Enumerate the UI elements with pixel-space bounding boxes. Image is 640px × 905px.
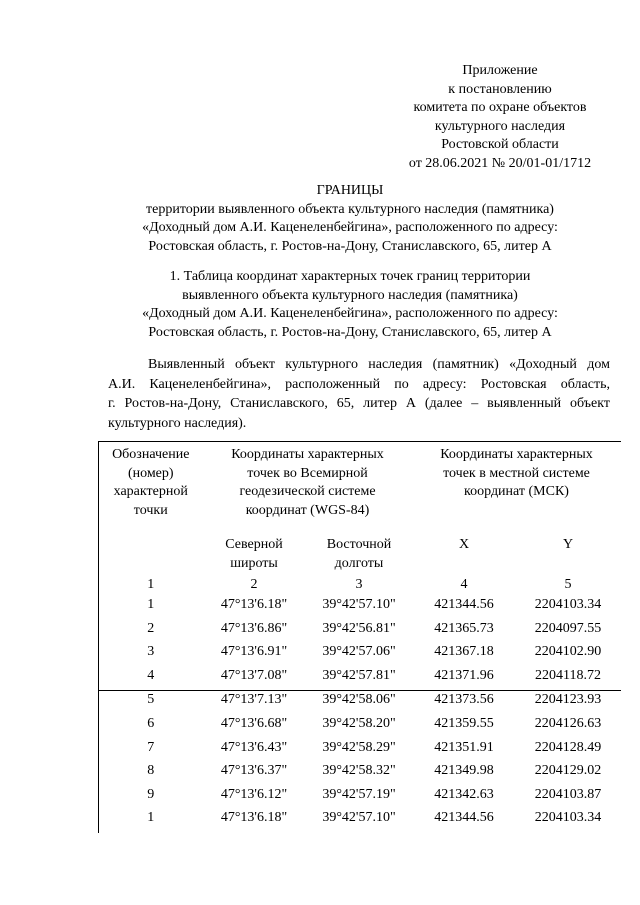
y-cell: 2204103.34 [534, 810, 602, 826]
longitude-cell: 39°42'58.06" [306, 691, 413, 715]
longitude-cell: 39°42'56.81" [322, 620, 396, 636]
y-cell: 2204123.93 [516, 691, 621, 715]
x-cell: 421351.91 [434, 739, 494, 755]
y-cell: 2204126.63 [534, 715, 602, 731]
x-cell: 421373.56 [413, 691, 516, 715]
paragraph-word: выявленный [487, 396, 562, 411]
header-msk [413, 442, 621, 537]
latitude-cell: 47°13'7.13" [203, 691, 306, 715]
paragraph-word: А [405, 396, 416, 411]
latitude-cell: 47°13'6.68" [220, 715, 288, 731]
x-cell: 421342.63 [434, 786, 494, 802]
paragraph-word: расположенный [285, 376, 381, 392]
paragraph-word: (памятник) [432, 357, 499, 372]
header-wgs84 [203, 442, 413, 537]
heading-line: «Доходный дом А.И. Каценеленбейгина», расположенного по адресу: [142, 220, 558, 236]
header-line: Координаты характерных [231, 447, 384, 462]
paragraph-word: Каценеленбейгина», [149, 376, 271, 392]
appendix-line: к постановлению [448, 81, 552, 97]
longitude-cell: 39°42'58.20" [322, 715, 396, 731]
paragraph-word: Станиславского, [230, 396, 328, 411]
paragraph-word: по [394, 376, 409, 392]
header-line: широты [230, 555, 278, 571]
header-line: (номер) [127, 465, 174, 481]
header-line: координат (WGS-84) [245, 502, 370, 518]
table-row [99, 715, 621, 739]
paragraph-word: «Доходный [509, 357, 577, 372]
point-number-cell: 8 [99, 762, 203, 786]
paragraph-word: объект [235, 357, 275, 372]
point-number-cell: 1 [99, 596, 203, 620]
column-number: 1 [99, 576, 203, 596]
appendix-line: от 28.06.2021 № 20/01-01/1712 [408, 155, 592, 171]
header-line: геодезической системе [239, 484, 376, 499]
body-paragraph [108, 355, 610, 433]
header-line: координат (МСК) [464, 484, 569, 499]
caption-line: «Доходный дом А.И. Каценеленбейгина», расположенного по адресу: [142, 306, 558, 322]
latitude-cell: 47°13'6.37" [220, 763, 288, 779]
appendix-line: Приложение [462, 63, 538, 78]
paragraph-line [108, 355, 610, 375]
table-row [99, 762, 621, 786]
paragraph-word: дом [587, 357, 610, 372]
paragraph-word: А.И. [108, 376, 136, 392]
column-number: 5 [564, 577, 572, 592]
header-line: Координаты характерных [440, 447, 593, 462]
header-line: Северной [225, 537, 283, 552]
point-number-cell: 5 [99, 691, 203, 715]
appendix-header [330, 62, 640, 174]
paragraph-word: Ростов-на-Дону, [124, 396, 222, 411]
paragraph-line [108, 375, 610, 395]
table-row [99, 809, 621, 833]
point-number-cell: 7 [99, 739, 203, 763]
paragraph-word: область, [560, 376, 610, 392]
longitude-cell: 39°42'57.81" [322, 667, 396, 683]
point-number-cell: 4 [99, 667, 203, 691]
paragraph-word: (далее [424, 396, 463, 411]
coordinates-table-body [99, 596, 621, 833]
longitude-cell: 39°42'57.06" [322, 644, 396, 660]
longitude-cell: 39°42'57.19" [322, 786, 396, 802]
longitude-cell: 39°42'57.10" [322, 810, 396, 826]
latitude-cell: 47°13'6.18" [220, 810, 288, 826]
longitude-cell: 39°42'58.32" [322, 763, 396, 779]
x-cell: 421359.55 [434, 715, 494, 731]
table-caption [0, 268, 640, 342]
table-row [99, 786, 621, 810]
paragraph-line [108, 414, 610, 434]
x-cell: 421344.56 [434, 810, 494, 826]
point-number-cell: 2 [99, 620, 203, 644]
latitude-cell: 47°13'6.43" [220, 739, 288, 755]
x-cell: 421365.73 [434, 620, 494, 636]
appendix-line: комитета по охране объектов [413, 100, 587, 116]
x-cell: 421349.98 [434, 763, 494, 779]
heading-title: ГРАНИЦЫ [316, 183, 384, 198]
table-row [99, 643, 621, 667]
header-east-longitude [306, 536, 413, 576]
table-row [99, 691, 621, 715]
latitude-cell: 47°13'7.08" [220, 667, 288, 683]
paragraph-word: адресу: [422, 376, 467, 392]
coordinates-table-wrapper [98, 441, 620, 833]
x-cell: 421367.18 [434, 644, 494, 660]
latitude-cell: 47°13'6.12" [220, 786, 288, 802]
header-line: Восточной [326, 537, 392, 552]
header-line: Обозначение [112, 447, 190, 462]
y-cell: 2204103.34 [534, 597, 602, 612]
table-row [99, 667, 621, 691]
header-line: точек во Всемирной [247, 465, 368, 481]
appendix-line: культурного наследия [434, 118, 566, 134]
y-cell: 2204097.55 [534, 620, 602, 636]
column-number: 2 [250, 577, 258, 592]
heading-line: Ростовская область, г. Ростов-на-Дону, Станиславского, 65, литер А [148, 238, 552, 254]
header-line: точек в местной системе [443, 465, 590, 481]
header-point-designation [99, 442, 203, 537]
longitude-cell: 39°42'57.10" [322, 597, 396, 612]
point-number-cell: 3 [99, 643, 203, 667]
paragraph-line [108, 394, 610, 414]
header-line: долготы [334, 555, 384, 571]
y-cell: 2204103.87 [534, 786, 602, 802]
y-cell: 2204118.72 [535, 667, 601, 683]
paragraph-word: наследия [368, 357, 423, 372]
point-number-cell: 9 [99, 786, 203, 810]
table-row [99, 596, 621, 620]
point-number-cell: 6 [99, 715, 203, 739]
latitude-cell: 47°13'6.18" [220, 597, 288, 612]
document-heading [0, 182, 640, 256]
point-number-cell: 1 [99, 809, 203, 833]
header-y: Y [562, 537, 574, 552]
header-line: характерной [113, 484, 188, 499]
paragraph-word: литер [363, 396, 397, 411]
caption-line: выявленного объекта культурного наследия (памятника) [182, 287, 518, 303]
y-cell: 2204129.02 [534, 763, 602, 779]
paragraph-word: культурного наследия). [108, 415, 247, 431]
x-cell: 421371.96 [434, 667, 494, 683]
x-cell: 421344.56 [434, 597, 494, 612]
heading-line: территории выявленного объекта культурного наследия (памятника) [146, 201, 554, 217]
caption-line: 1. Таблица координат характерных точек границ территории [169, 269, 531, 284]
paragraph-word: Ростовская [480, 376, 547, 392]
y-cell: 2204128.49 [534, 739, 602, 755]
y-cell: 2204102.90 [534, 644, 602, 660]
table-row [99, 739, 621, 763]
paragraph-word: – [471, 396, 479, 411]
header-x: X [458, 537, 470, 552]
column-number: 3 [355, 577, 363, 592]
longitude-cell: 39°42'58.29" [322, 739, 396, 755]
column-number: 4 [460, 577, 468, 592]
latitude-cell: 47°13'6.86" [220, 620, 288, 636]
table-row [99, 620, 621, 644]
paragraph-word: 65, [336, 396, 355, 411]
header-north-latitude [203, 536, 306, 576]
paragraph-word: культурного [285, 357, 358, 372]
coordinates-table [98, 441, 621, 833]
paragraph-word: Выявленный [148, 357, 225, 372]
paragraph-word: г. [108, 396, 116, 411]
latitude-cell: 47°13'6.91" [220, 644, 288, 660]
appendix-line: Ростовской области [441, 137, 559, 153]
header-line: точки [133, 502, 168, 518]
paragraph-word: объект [570, 396, 610, 411]
caption-line: Ростовская область, г. Ростов-на-Дону, Станиславского, 65, литер А [148, 324, 552, 340]
